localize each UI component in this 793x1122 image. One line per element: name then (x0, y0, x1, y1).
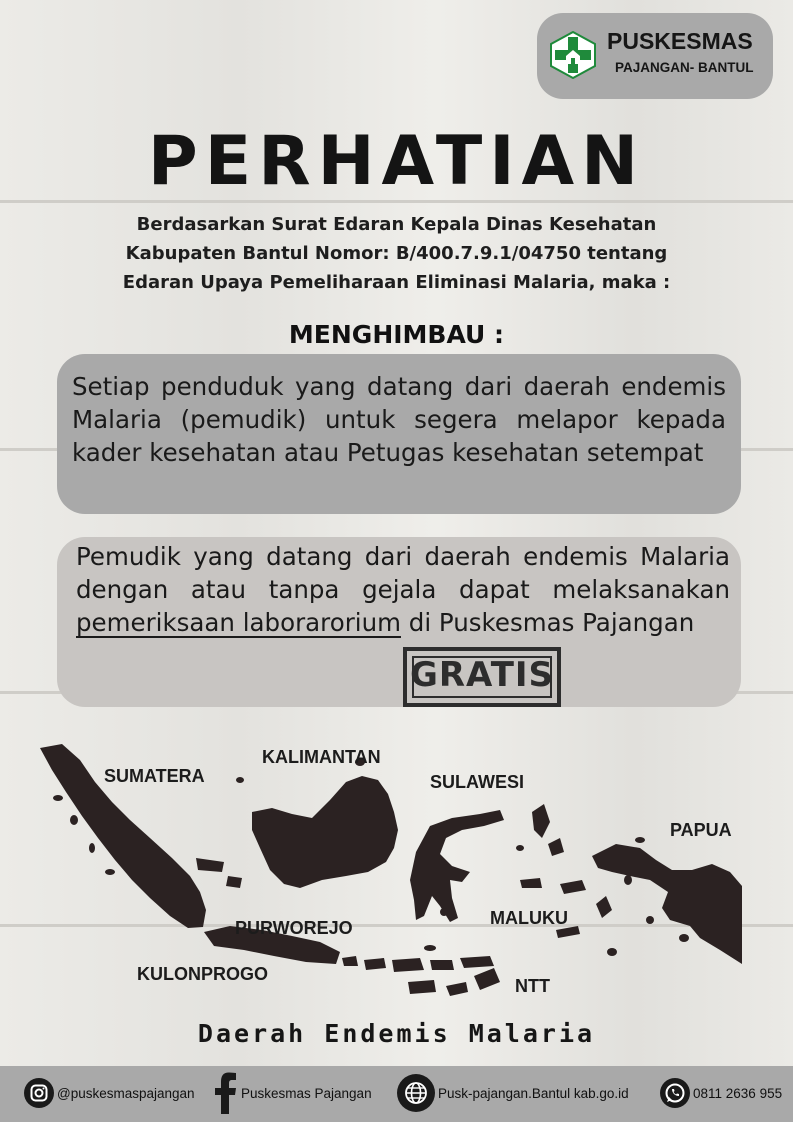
free-stamp (403, 647, 561, 707)
label-kalimantan: KALIMANTAN (262, 747, 381, 767)
instagram-handle[interactable]: @puskesmaspajangan (57, 1085, 195, 1101)
facebook-page[interactable]: Puskesmas Pajangan (241, 1085, 372, 1101)
intro-line: Edaran Upaya Pemeliharaan Eliminasi Malaria, maka : (122, 272, 671, 293)
logo-title: PUSKESMAS (607, 28, 753, 54)
label-kulonprogo: KULONPROGO (137, 964, 269, 984)
phone-number[interactable]: 0811 2636 955 (693, 1085, 783, 1101)
notice-text-2-start: Pemudik yang datang dari daerah endemis Malaria dengan atau tanpa gejala dapat melaksanakan (76, 542, 730, 604)
label-sulawesi: SULAWESI (430, 772, 525, 792)
footer-facebook[interactable] (214, 1073, 372, 1113)
intro-line: Kabupaten Bantul Nomor: B/400.7.9.1/04750 tentang (125, 243, 668, 264)
free-stamp-text: GRATIS (409, 655, 555, 695)
label-sumatera: SUMATERA (104, 766, 205, 786)
facebook-icon (214, 1072, 238, 1114)
label-maluku: MALUKU (490, 908, 568, 928)
logo-subtitle: PAJANGAN- BANTUL (615, 60, 754, 75)
health-cross-house-icon (550, 31, 596, 79)
notice-text-2 (76, 540, 730, 639)
footer-instagram[interactable] (24, 1073, 195, 1113)
globe-icon (397, 1074, 435, 1112)
indonesia-map (0, 720, 793, 1020)
notice-text-1: Setiap penduduk yang datang dari daerah endemis Malaria (pemudik) untuk segera melapor kepada kader kesehatan atau Petugas kesehatan setempat (72, 372, 726, 467)
intro-text (60, 210, 733, 297)
intro-line: Berdasarkan Surat Edaran Kepala Dinas Kesehatan (136, 214, 657, 235)
lab-exam-underline: pemeriksaan laborarorium (76, 608, 401, 637)
instagram-icon (24, 1078, 54, 1108)
island-kalimantan (252, 776, 398, 888)
website-url[interactable]: Pusk-pajangan.Bantul kab.go.id (438, 1085, 629, 1101)
map-caption: Daerah Endemis Malaria (197, 1019, 596, 1048)
page-title: PERHATIAN (147, 122, 646, 201)
island-sulawesi (410, 810, 504, 922)
label-purworejo: PURWOREJO (235, 918, 353, 938)
notice-text-2-end: di Puskesmas Pajangan (400, 608, 695, 637)
label-ntt: NTT (515, 976, 550, 996)
footer-website[interactable] (397, 1073, 629, 1113)
label-papua: PAPUA (670, 820, 732, 840)
island-papua (592, 844, 742, 964)
footer-phone[interactable] (660, 1073, 782, 1113)
whatsapp-icon (660, 1078, 690, 1108)
appeal-heading: MENGHIMBAU : (288, 320, 505, 349)
